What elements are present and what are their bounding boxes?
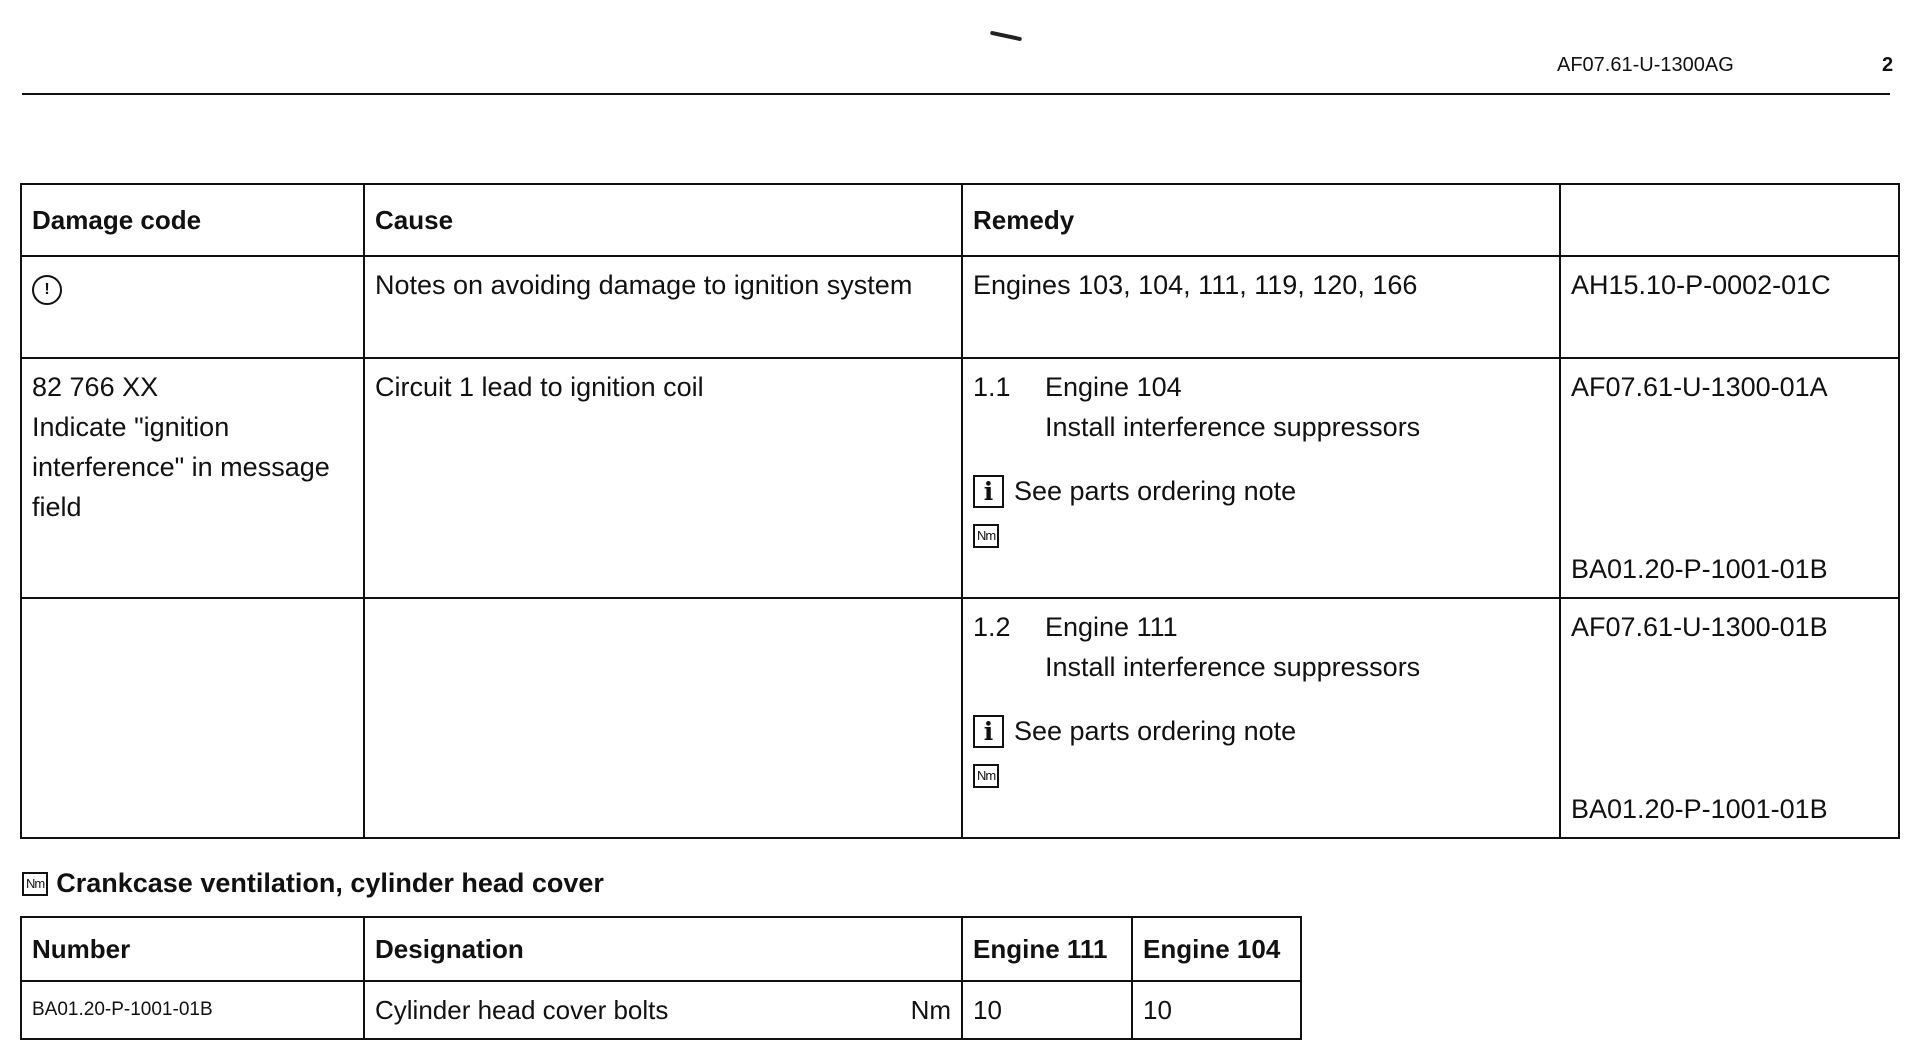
damage-code: 82 766 XX [32, 372, 159, 402]
table-row [21, 358, 1899, 598]
torque-table [20, 916, 1302, 1040]
column-header-reference [1560, 184, 1899, 256]
parts-note-text: See parts ordering note [1014, 476, 1297, 506]
step-action: Install interference suppressors [1045, 412, 1421, 442]
torque-nm-icon: Nm [22, 872, 48, 896]
torque-nm-icon: Nm [973, 524, 999, 548]
document-code: AF07.61-U-1300AG [1557, 54, 1734, 76]
engine-111-value: 10 [962, 981, 1132, 1039]
table-header-row [21, 184, 1899, 256]
torque-nm-icon: Nm [973, 764, 999, 788]
remedy-cell: Engines 103, 104, 111, 119, 120, 166 [962, 256, 1560, 358]
designation-cell [364, 981, 962, 1039]
parts-note [973, 471, 1549, 511]
remedy-step [973, 607, 1549, 687]
step-number: 1.1 [973, 372, 1011, 402]
table-row [21, 981, 1301, 1039]
damage-table [20, 183, 1900, 839]
page-number: 2 [1882, 54, 1894, 76]
designation-text: Cylinder head cover bolts [375, 994, 669, 1025]
step-title: Engine 111 [1045, 612, 1178, 642]
step-number: 1.2 [973, 612, 1011, 642]
step-action: Install interference suppressors [1045, 652, 1421, 682]
parts-note [973, 711, 1549, 751]
reference-cell: AH15.10-P-0002-01C [1560, 256, 1899, 358]
damage-code-cell [21, 256, 364, 358]
column-header-engine-111: Engine 111 [962, 917, 1132, 981]
damage-code-cell [21, 358, 364, 598]
reference-bottom: BA01.20-P-1001-01B [1571, 554, 1828, 584]
cause-cell: Circuit 1 lead to ignition coil [364, 358, 962, 598]
engine-104-value: 10 [1132, 981, 1301, 1039]
scan-mark [990, 31, 1022, 42]
reference-cell [1560, 598, 1899, 838]
reference-cell [1560, 358, 1899, 598]
table-header-row [21, 917, 1301, 981]
remedy-step [973, 367, 1549, 447]
table-row [21, 256, 1899, 358]
info-circle-icon: ! [32, 275, 62, 305]
number-cell: BA01.20-P-1001-01B [21, 981, 364, 1039]
cause-cell: Notes on avoiding damage to ignition system [364, 256, 962, 358]
section-title-text: Crankcase ventilation, cylinder head cover [56, 868, 604, 898]
column-header-designation: Designation [364, 917, 962, 981]
damage-code-note: Indicate "ignition interference" in message field [32, 412, 330, 522]
column-header-number: Number [21, 917, 364, 981]
column-header-engine-104: Engine 104 [1132, 917, 1301, 981]
info-icon: i [973, 715, 1004, 748]
column-header-cause: Cause [364, 184, 962, 256]
cause-cell [364, 598, 962, 838]
table-row [21, 598, 1899, 838]
reference-top: AF07.61-U-1300-01A [1571, 372, 1828, 402]
info-icon: i [973, 475, 1004, 508]
column-header-remedy: Remedy [962, 184, 1560, 256]
parts-note-text: See parts ordering note [1014, 716, 1297, 746]
step-title: Engine 104 [1045, 372, 1182, 402]
header-divider [22, 93, 1890, 95]
unit-label: Nm [910, 994, 951, 1025]
reference-top: AF07.61-U-1300-01B [1571, 612, 1828, 642]
reference-bottom: BA01.20-P-1001-01B [1571, 794, 1828, 824]
remedy-cell [962, 598, 1560, 838]
damage-code-cell [21, 598, 364, 838]
section-title [22, 868, 604, 899]
column-header-damage-code: Damage code [21, 184, 364, 256]
remedy-cell [962, 358, 1560, 598]
